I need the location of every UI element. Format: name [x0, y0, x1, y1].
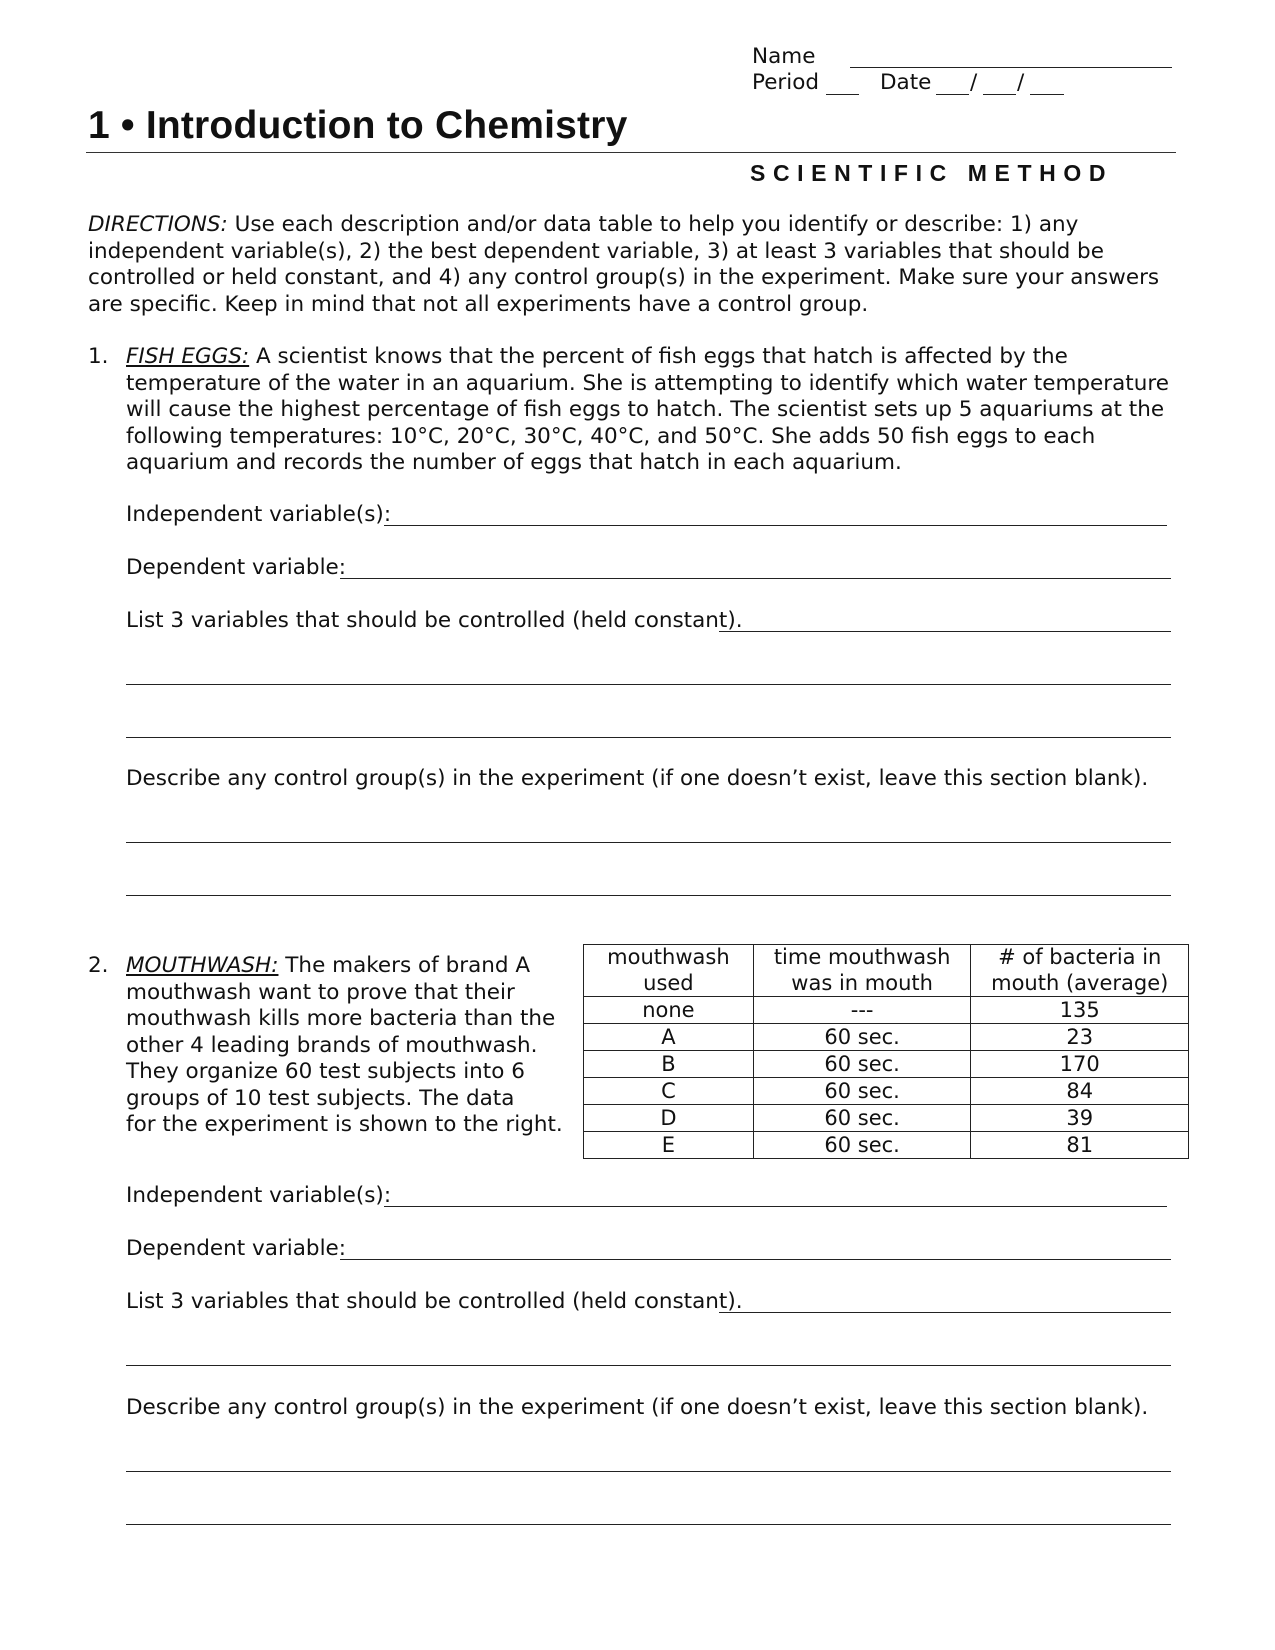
table-cell: 170 — [971, 1051, 1189, 1078]
table-cell: 60 sec. — [753, 1024, 971, 1051]
period-field[interactable] — [826, 94, 859, 95]
q1-dependent-label: Dependent variable: — [126, 555, 347, 580]
table-cell: C — [584, 1078, 754, 1105]
table-cell: 135 — [971, 997, 1189, 1024]
period-label: Period — [752, 70, 820, 95]
question-1-number: 1. — [88, 344, 109, 369]
name-field[interactable] — [850, 67, 1172, 68]
q2-independent-label: Independent variable(s): — [126, 1183, 392, 1208]
date-day-field[interactable] — [983, 94, 1016, 95]
table-cell: 60 sec. — [753, 1051, 971, 1078]
table-header-cell: # of bacteria in mouth (average) — [971, 945, 1189, 997]
table-cell: --- — [753, 997, 971, 1024]
title-rule — [86, 152, 1176, 153]
table-header-row — [584, 945, 1189, 997]
table-row — [584, 1105, 1189, 1132]
table-cell: D — [584, 1105, 754, 1132]
table-cell: B — [584, 1051, 754, 1078]
table-cell: 84 — [971, 1078, 1189, 1105]
q1-control-group-field-2[interactable] — [126, 895, 1171, 896]
directions-text: Use each description and/or data table to help you identify or describe: 1) any independent variable(s), 2) the best dependent variable, 3) at least 3 variables that should be controlled or held constant, and 4) any control group(s) in the experiment. Make sure your answers are specific. Keep in mind that not all experiments have a control group. — [88, 212, 1160, 317]
question-2-text — [126, 953, 563, 1139]
question-1-body: A scientist knows that the percent of fish eggs that hatch is affected by the temperature of the water in an aquarium. She is attempting to identify which water temperature will cause the highest percentage of fish eggs to hatch. The scientist sets up 5 aquariums at the following temperatures: 10°C, 20°C, 30°C, 40°C, and 50°C. She adds 50 fish eggs to each aquarium and records the number of eggs that hatch in each aquarium. — [126, 344, 1169, 475]
q1-controlled-field-3[interactable] — [126, 737, 1171, 738]
table-cell: 23 — [971, 1024, 1189, 1051]
date-separator: / — [1017, 70, 1025, 95]
mouthwash-data-table — [583, 944, 1189, 1159]
table-row — [584, 997, 1189, 1024]
table-cell: 60 sec. — [753, 1105, 971, 1132]
q2-control-group-field-1[interactable] — [126, 1471, 1171, 1472]
table-cell: none — [584, 997, 754, 1024]
table-row — [584, 1078, 1189, 1105]
question-1-text — [126, 344, 1186, 477]
question-2-line: They organize 60 test subjects into 6 — [126, 1059, 525, 1084]
date-label: Date — [880, 70, 932, 95]
page-title: 1 • Introduction to Chemistry — [88, 104, 628, 147]
question-1-title: FISH EGGS: — [126, 344, 250, 369]
table-cell: E — [584, 1132, 754, 1159]
q2-control-group-field-2[interactable] — [126, 1524, 1171, 1525]
table-cell: 60 sec. — [753, 1078, 971, 1105]
question-2-line: mouthwash kills more bacteria than the — [126, 1006, 556, 1031]
date-month-field[interactable] — [936, 94, 969, 95]
q2-control-group-label: Describe any control group(s) in the experiment (if one doesn’t exist, leave this section blank). — [126, 1395, 1149, 1420]
q2-controlled-label: List 3 variables that should be controlled (held constant). — [126, 1289, 743, 1314]
q1-controlled-label: List 3 variables that should be controlled (held constant). — [126, 608, 743, 633]
question-2-line: other 4 leading brands of mouthwash. — [126, 1032, 538, 1058]
question-2-line: MOUTHWASH: The makers of brand A — [126, 953, 531, 978]
q2-controlled-field-1[interactable] — [719, 1312, 1171, 1313]
name-label: Name — [752, 44, 816, 69]
table-header-cell: mouthwash used — [584, 945, 754, 997]
q2-dependent-label: Dependent variable: — [126, 1236, 347, 1261]
date-year-field[interactable] — [1030, 94, 1064, 95]
question-2-line: mouthwash want to prove that their — [126, 979, 515, 1005]
table-cell: 60 sec. — [753, 1132, 971, 1159]
directions — [88, 212, 1183, 318]
q2-dependent-field[interactable] — [340, 1259, 1171, 1260]
page-subtitle: SCIENTIFIC METHOD — [750, 160, 1114, 186]
q2-controlled-field-2[interactable] — [126, 1365, 1171, 1366]
table-cell: A — [584, 1024, 754, 1051]
table-row — [584, 1132, 1189, 1159]
table-header-cell: time mouthwash was in mouth — [753, 945, 971, 997]
q2-independent-field[interactable] — [384, 1206, 1167, 1207]
table-row — [584, 1051, 1189, 1078]
question-2-title: MOUTHWASH: — [126, 953, 279, 978]
q1-control-group-label: Describe any control group(s) in the experiment (if one doesn’t exist, leave this section blank). — [126, 766, 1149, 791]
q1-controlled-field-1[interactable] — [719, 631, 1171, 632]
table-cell: 81 — [971, 1132, 1189, 1159]
question-2-number: 2. — [88, 953, 109, 978]
q1-independent-field[interactable] — [384, 525, 1167, 526]
q1-control-group-field-1[interactable] — [126, 842, 1171, 843]
table-cell: 39 — [971, 1105, 1189, 1132]
date-separator: / — [970, 70, 978, 95]
q1-independent-label: Independent variable(s): — [126, 502, 392, 527]
q1-controlled-field-2[interactable] — [126, 684, 1171, 685]
question-2-line: for the experiment is shown to the right. — [126, 1112, 563, 1137]
q1-dependent-field[interactable] — [340, 578, 1171, 579]
table-row — [584, 1024, 1189, 1051]
directions-label: DIRECTIONS: — [88, 212, 228, 237]
question-2-line: groups of 10 test subjects. The data — [126, 1085, 515, 1111]
